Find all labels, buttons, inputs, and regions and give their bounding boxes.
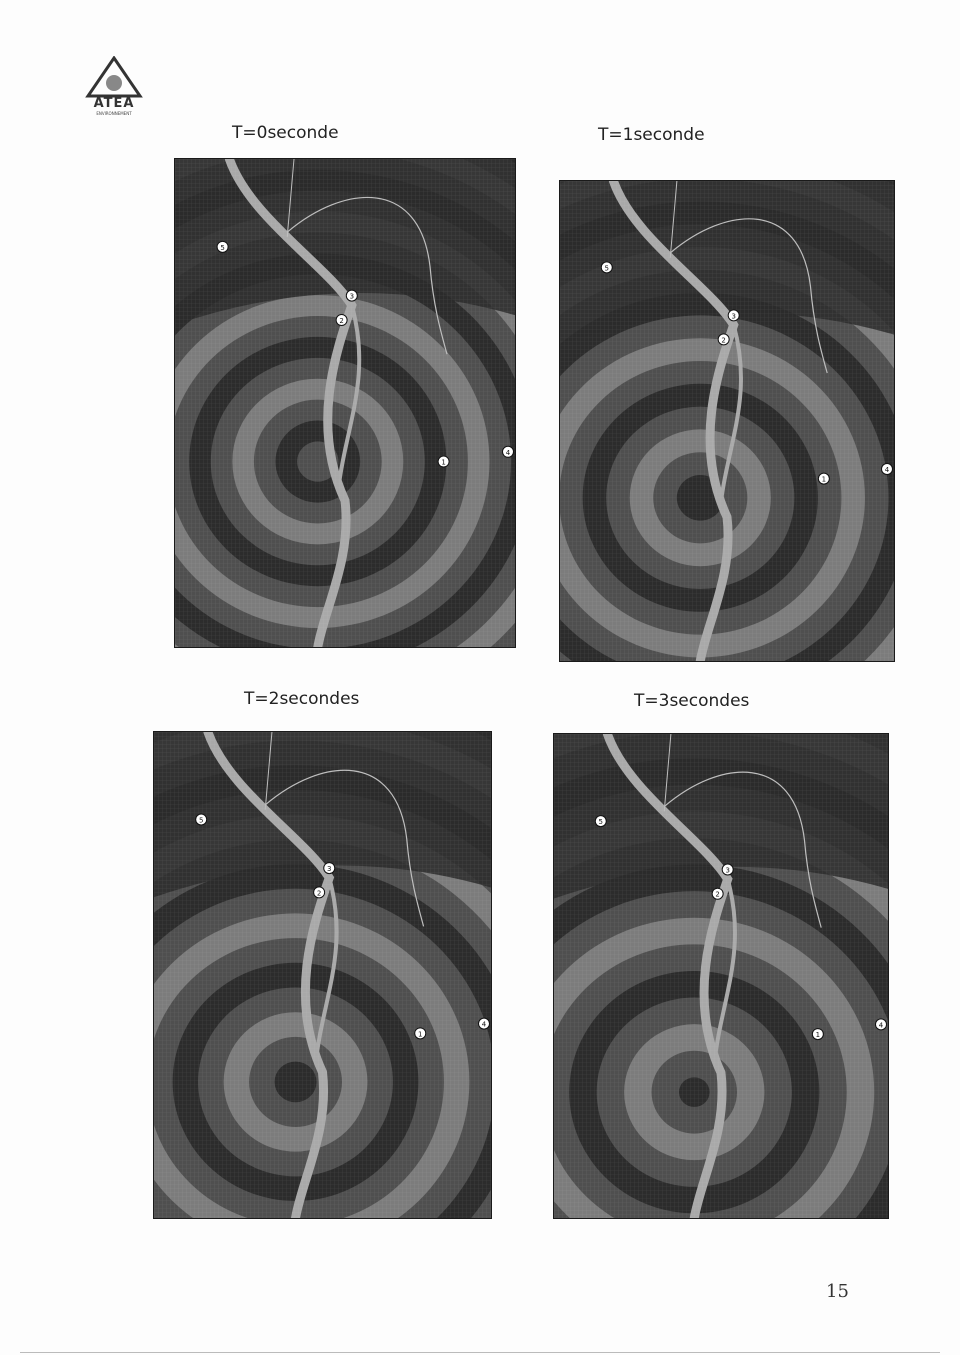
- map-svg: [154, 732, 491, 1218]
- map-marker-1: [415, 1028, 426, 1039]
- svg-text:2: 2: [339, 317, 344, 326]
- svg-text:4: 4: [884, 466, 890, 474]
- svg-text:1: 1: [821, 475, 827, 484]
- map-marker-1: [812, 1029, 823, 1040]
- bottom-rule: [20, 1352, 940, 1353]
- map-marker-3: [324, 863, 335, 874]
- map-marker-3: [722, 864, 733, 875]
- svg-text:2: 2: [715, 890, 720, 899]
- map-marker-4: [882, 464, 893, 475]
- map-marker-3: [728, 310, 739, 321]
- map-panel-t1: [559, 180, 895, 662]
- map-svg: [560, 181, 894, 661]
- map-marker-5: [601, 262, 612, 273]
- svg-text:4: 4: [505, 448, 511, 457]
- map-marker-2: [718, 334, 729, 345]
- map-panel-t0: [174, 158, 516, 648]
- map-marker-2: [314, 887, 325, 898]
- page-number: 15: [826, 1281, 849, 1302]
- map-svg: [175, 159, 515, 647]
- svg-text:1: 1: [815, 1031, 821, 1040]
- map-svg: [554, 734, 888, 1218]
- caption-t1: T=1seconde: [598, 125, 705, 145]
- svg-text:3: 3: [327, 865, 332, 874]
- svg-text:2: 2: [316, 889, 322, 898]
- caption-t2: T=2secondes: [244, 689, 360, 709]
- map-panel-t2: [153, 731, 492, 1219]
- svg-text:1: 1: [417, 1030, 423, 1039]
- svg-text:1: 1: [441, 458, 446, 467]
- svg-text:5: 5: [220, 243, 225, 252]
- logo-subtext: ENVIRONNEMENT: [96, 111, 132, 116]
- caption-t3: T=3secondes: [634, 691, 750, 711]
- map-panel-t3: [553, 733, 889, 1219]
- svg-text:4: 4: [878, 1021, 884, 1030]
- atea-logo: [84, 56, 144, 118]
- map-marker-1: [438, 456, 449, 467]
- svg-text:5: 5: [598, 818, 603, 827]
- svg-text:3: 3: [725, 866, 730, 875]
- svg-text:2: 2: [721, 336, 726, 345]
- logo-triangle-icon: [84, 56, 144, 98]
- svg-text:5: 5: [198, 816, 204, 825]
- map-marker-5: [217, 241, 228, 252]
- map-marker-4: [479, 1018, 490, 1029]
- map-marker-3: [346, 290, 357, 301]
- map-marker-1: [818, 473, 829, 484]
- map-marker-5: [196, 814, 207, 825]
- map-marker-2: [336, 315, 347, 326]
- logo-text: ATEA: [93, 96, 135, 111]
- map-marker-4: [876, 1019, 887, 1030]
- map-marker-2: [712, 888, 723, 899]
- svg-text:3: 3: [349, 292, 355, 301]
- map-marker-4: [503, 446, 514, 457]
- svg-text:5: 5: [604, 264, 609, 273]
- map-marker-5: [595, 816, 606, 827]
- svg-text:3: 3: [731, 312, 736, 321]
- svg-text:4: 4: [481, 1020, 487, 1029]
- caption-t0: T=0seconde: [232, 123, 339, 143]
